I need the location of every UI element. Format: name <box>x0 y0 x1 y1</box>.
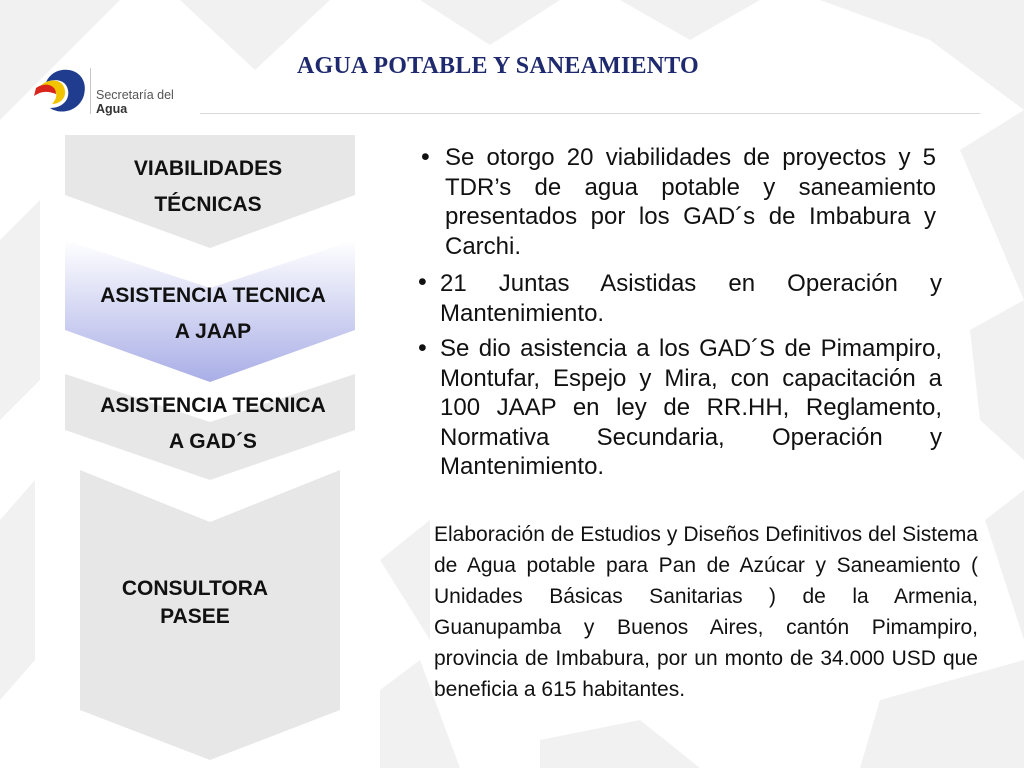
label-viabilidades <box>60 151 356 223</box>
consultora-text: Elaboración de Estudios y Diseños Definitivos del Sistema de Agua potable para Pan de Azúcar y Saneamiento ( Unidades Básicas Sanitarias ) de la Armenia, Guanupamba y Buenos Aires, cantón Pimampiro, provincia de Imbabura, por un monto de 34.000 USD que beneficia a 615 habitantes. <box>434 523 978 701</box>
bullet-icon: • <box>418 268 427 296</box>
label-line: A GAD´S <box>169 430 257 453</box>
label-line: ASISTENCIA TECNICA <box>100 394 326 417</box>
label-asistencia-jaap <box>58 278 368 350</box>
logo-divider <box>90 68 91 114</box>
juntas-text: 21 Juntas Asistidas en Operación y Mantenimiento. <box>440 270 942 327</box>
label-line: TÉCNICAS <box>154 193 262 216</box>
page-title: AGUA POTABLE Y SANEAMIENTO <box>297 53 699 79</box>
label-line: PASEE <box>160 605 230 628</box>
label-line: VIABILIDADES <box>133 157 283 180</box>
viabilidades-text: Se otorgo 20 viabilidades de proyectos y 5 TDR’s de agua potable y saneamiento presentados por los GAD´s de Imbabura y Carchi. <box>445 144 936 260</box>
logo-line-1: Secretaría del <box>96 88 174 102</box>
label-line: CONSULTORA <box>121 577 269 600</box>
logo-text <box>96 88 174 116</box>
bullet-icon: • <box>418 334 427 362</box>
header-divider <box>200 113 980 114</box>
label-asistencia-gads <box>58 388 368 460</box>
label-line: A JAAP <box>174 320 252 343</box>
label-line: ASISTENCIA TECNICA <box>100 284 326 307</box>
water-drop-logo-icon <box>32 62 94 118</box>
logo-line-2: Agua <box>96 102 128 116</box>
label-consultora <box>60 575 330 631</box>
bullet-icon: • <box>421 143 430 171</box>
gads-text: Se dio asistencia a los GAD´S de Pimampiro, Montufar, Espejo y Mira, con capacitación a 100 JAAP en ley de RR.HH, Reglamento, Normativa Secundaria, Operación y Mantenimiento. <box>440 335 942 480</box>
